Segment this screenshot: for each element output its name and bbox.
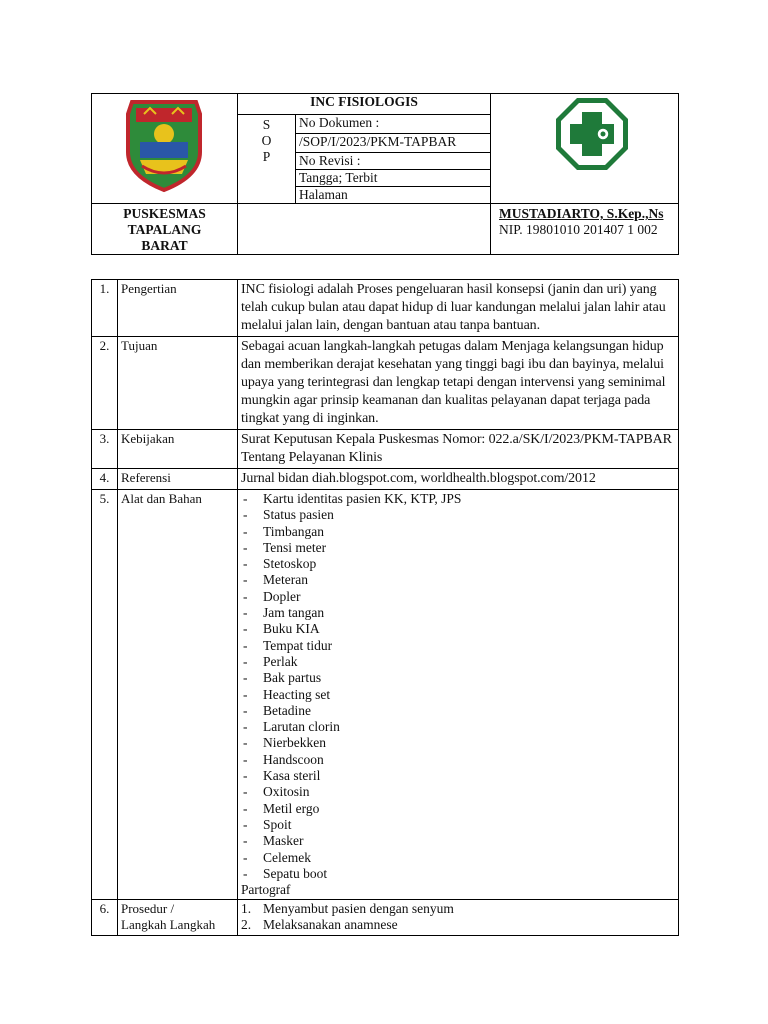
equipment-item — [241, 605, 675, 621]
revision-label: No Revisi : — [296, 153, 491, 170]
row-number: 4. — [92, 469, 118, 490]
equipment-item-label: Nierbekken — [263, 735, 326, 751]
sop-content-table — [91, 279, 679, 936]
sop-letter-p: P — [262, 149, 271, 164]
bullet-dash: - — [243, 833, 248, 849]
step-number: 1. — [241, 901, 252, 917]
equipment-item-label: Buku KIA — [263, 621, 320, 637]
table-row — [92, 430, 679, 469]
blank-cell — [238, 204, 491, 255]
org-line-1: PUSKESMAS — [123, 206, 206, 221]
procedure-step — [241, 901, 675, 917]
document-title: INC FISIOLOGIS — [238, 94, 491, 115]
signature-block — [491, 204, 679, 255]
sop-letter-o: O — [261, 133, 272, 148]
row-number: 5. — [92, 490, 118, 900]
row-number: 3. — [92, 430, 118, 469]
equipment-item-label: Celemek — [263, 849, 311, 865]
step-number: 2. — [241, 917, 252, 933]
date-label: Tangga; Terbit — [296, 170, 491, 187]
table-row — [92, 490, 679, 900]
bullet-dash: - — [243, 572, 248, 588]
equipment-item — [241, 833, 675, 849]
bullet-dash: - — [243, 849, 248, 865]
row-label: Kebijakan — [118, 430, 238, 469]
bullet-dash: - — [243, 865, 248, 881]
equipment-item-label: Stetoskop — [263, 556, 317, 572]
doc-number-label: No Dokumen : — [296, 115, 491, 134]
row-label: Alat dan Bahan — [118, 490, 238, 900]
organization-name — [92, 204, 238, 255]
bullet-dash: - — [243, 768, 248, 784]
equipment-item-label: Metil ergo — [263, 800, 320, 816]
bullet-dash: - — [243, 605, 248, 621]
equipment-item-label: Dopler — [263, 588, 301, 604]
equipment-item — [241, 735, 675, 751]
bullet-dash: - — [243, 670, 248, 686]
bullet-dash: - — [243, 719, 248, 735]
equipment-item-label: Jam tangan — [263, 605, 325, 621]
doc-number: /SOP/I/2023/PKM-TAPBAR — [296, 134, 491, 153]
sop-header-table — [91, 93, 679, 255]
sop-letter-s: S — [262, 117, 271, 132]
equipment-item — [241, 556, 675, 572]
procedure-step — [241, 917, 675, 933]
equipment-item-label: Status pasien — [263, 507, 334, 523]
equipment-item-label: Timbangan — [263, 523, 325, 539]
equipment-item — [241, 866, 675, 882]
page-label: Halaman — [296, 187, 491, 204]
row-label-line-1: Prosedur / — [121, 901, 175, 917]
equipment-item — [241, 589, 675, 605]
row-label — [118, 900, 238, 936]
bullet-dash: - — [243, 735, 248, 751]
bullet-dash: - — [243, 507, 248, 523]
equipment-item — [241, 850, 675, 866]
bullet-dash: - — [243, 751, 248, 767]
bullet-dash: - — [243, 653, 248, 669]
equipment-item-label: Handscoon — [263, 751, 324, 767]
row-label: Referensi — [118, 469, 238, 490]
equipment-cell — [238, 490, 679, 900]
bullet-dash: - — [243, 784, 248, 800]
equipment-item — [241, 719, 675, 735]
equipment-item — [241, 638, 675, 654]
equipment-item — [241, 670, 675, 686]
equipment-item-label: Tempat tidur — [263, 637, 333, 653]
equipment-list — [241, 491, 675, 882]
equipment-item — [241, 572, 675, 588]
bullet-dash: - — [243, 491, 248, 506]
row-text: Surat Keputusan Kepala Puskesmas Nomor: 022.a/SK/I/2023/PKM-TAPBAR Tentang Pelayanan Klinis — [238, 430, 679, 469]
row-label: Pengertian — [118, 280, 238, 337]
row-number: 6. — [92, 900, 118, 936]
equipment-item-label: Kartu identitas pasien KK, KTP, JPS — [263, 491, 462, 506]
bullet-dash: - — [243, 637, 248, 653]
table-row — [92, 280, 679, 337]
org-line-2: TAPALANG — [127, 222, 202, 237]
bullet-dash: - — [243, 539, 248, 555]
step-text: Menyambut pasien dengan senyum — [263, 901, 454, 917]
equipment-item-label: Sepatu boot — [263, 865, 328, 881]
signer-nip: NIP. 19801010 201407 1 002 — [499, 222, 658, 237]
equipment-item — [241, 540, 675, 556]
equipment-item — [241, 752, 675, 768]
bullet-dash: - — [243, 621, 248, 637]
row-label-line-2: Langkah Langkah — [121, 917, 216, 933]
row-label: Tujuan — [118, 337, 238, 430]
table-row — [92, 900, 679, 936]
equipment-item-label: Bak partus — [263, 670, 322, 686]
step-text: Melaksanakan anamnese — [263, 917, 398, 933]
puskesmas-logo-icon — [491, 94, 677, 199]
equipment-item-label: Heacting set — [263, 686, 331, 702]
equipment-item — [241, 817, 675, 833]
equipment-item — [241, 524, 675, 540]
equipment-item-label: Oxitosin — [263, 784, 310, 800]
bullet-dash: - — [243, 816, 248, 832]
regency-emblem-icon — [92, 94, 236, 199]
row-number: 1. — [92, 280, 118, 337]
equipment-item — [241, 768, 675, 784]
procedure-cell — [238, 900, 679, 936]
bullet-dash: - — [243, 556, 248, 572]
equipment-item — [241, 703, 675, 719]
equipment-item-label: Larutan clorin — [263, 719, 340, 735]
bullet-dash: - — [243, 523, 248, 539]
equipment-item — [241, 491, 675, 507]
row-text: Jurnal bidan diah.blogspot.com, worldhealth.blogspot.com/2012 — [238, 469, 679, 490]
row-text: INC fisiologi adalah Proses pengeluaran hasil konsepsi (janin dan uri) yang telah cukup bulan atau dapat hidup di luar kandungan melalui jalan lahir atau melalui jalan lain, dengan bantuan atau tanpa bantuan. — [238, 280, 679, 337]
equipment-item — [241, 801, 675, 817]
puskesmas-logo-cell — [491, 94, 679, 204]
sop-letters — [238, 115, 296, 204]
equipment-item-label: Kasa steril — [263, 768, 321, 784]
signer-name: MUSTADIARTO, S.Kep.,Ns — [499, 206, 664, 221]
equipment-item-label: Masker — [263, 833, 304, 849]
org-line-3: BARAT — [141, 238, 188, 253]
equipment-footer: Partograf — [241, 882, 291, 898]
equipment-item-label: Perlak — [263, 653, 298, 669]
bullet-dash: - — [243, 800, 248, 816]
bullet-dash: - — [243, 588, 248, 604]
row-text: Sebagai acuan langkah-langkah petugas dalam Menjaga kelangsungan hidup dan memberikan derajat kesehatan yang tinggi bagi ibu dan bayinya, melalui upaya yang terintegrasi dan lengkap tetapi dengan intervensi yang seminimal mungkin agar prinsip keamanan dan kualitas pelayanan dapat terjaga pada tingkat yang di inginkan. — [238, 337, 679, 430]
bullet-dash: - — [243, 686, 248, 702]
equipment-item-label: Spoit — [263, 816, 292, 832]
equipment-item-label: Betadine — [263, 702, 311, 718]
equipment-item — [241, 654, 675, 670]
table-row — [92, 337, 679, 430]
equipment-item-label: Meteran — [263, 572, 308, 588]
procedure-list — [241, 901, 675, 934]
row-number: 2. — [92, 337, 118, 430]
equipment-item — [241, 687, 675, 703]
regency-emblem-cell — [92, 94, 238, 204]
equipment-item — [241, 621, 675, 637]
equipment-item — [241, 507, 675, 523]
table-row — [92, 469, 679, 490]
equipment-item-label: Tensi meter — [263, 539, 327, 555]
equipment-item — [241, 784, 675, 800]
bullet-dash: - — [243, 702, 248, 718]
